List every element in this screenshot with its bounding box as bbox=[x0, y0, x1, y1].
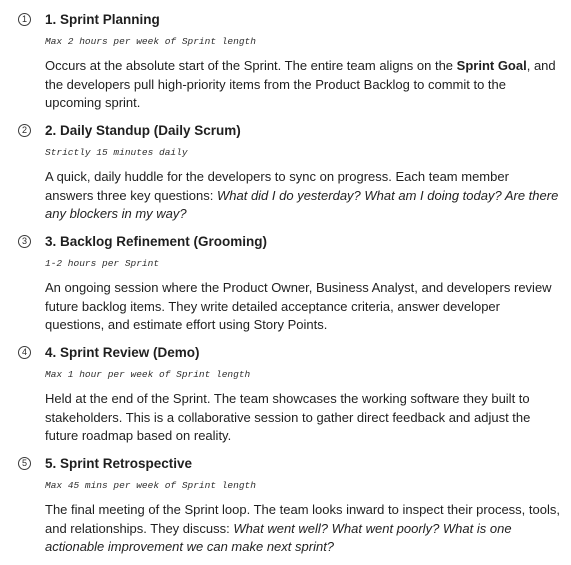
section-title: 3. Backlog Refinement (Grooming) bbox=[45, 234, 268, 249]
section-title: 1. Sprint Planning bbox=[45, 12, 160, 27]
circled-number-3-icon: 3 bbox=[18, 235, 31, 248]
section-description bbox=[45, 279, 560, 335]
section-duration: 1-2 hours per Sprint bbox=[45, 258, 160, 269]
description-text: The final meeting of the Sprint loop. The team looks inward to inspect their process, tools, and relationships. They discuss: bbox=[45, 502, 560, 536]
section-header bbox=[0, 232, 560, 252]
section-title: 4. Sprint Review (Demo) bbox=[45, 345, 200, 360]
description-text: An ongoing session where the Product Owner, Business Analyst, and developers review future backlog items. They write detailed acceptance criteria, answer developer questions, and estimate effort using Story Points. bbox=[45, 280, 552, 332]
description-questions: What went well? What went poorly? What is one actionable improvement we can make next sprint? bbox=[45, 520, 512, 554]
section-description bbox=[45, 390, 560, 446]
section-header bbox=[0, 121, 560, 141]
section-header bbox=[0, 454, 560, 474]
section-description bbox=[45, 501, 560, 557]
section-title: 2. Daily Standup (Daily Scrum) bbox=[45, 123, 241, 138]
circled-number-5-icon: 5 bbox=[18, 457, 31, 470]
section-header bbox=[0, 10, 560, 30]
description-questions: What did I do yesterday? What am I doing today? Are there any blockers in my way? bbox=[45, 187, 559, 221]
description-text: , and the developers pull high-priority items from the Product Backlog to commit to the upcoming sprint. bbox=[45, 58, 556, 110]
description-text: Held at the end of the Sprint. The team showcases the working software they built to stakeholders. This is a collaborative session to gather direct feedback and adjust the future roadmap based on reality. bbox=[45, 391, 531, 443]
section-duration: Max 45 mins per week of Sprint length bbox=[45, 480, 256, 491]
section-title: 5. Sprint Retrospective bbox=[45, 456, 193, 471]
circled-number-2-icon: 2 bbox=[18, 124, 31, 137]
circled-number-1-icon: 1 bbox=[18, 13, 31, 26]
description-emphasis: Sprint Goal bbox=[456, 58, 527, 73]
description-text: Occurs at the absolute start of the Sprint. The entire team aligns on the bbox=[45, 58, 457, 73]
section-description bbox=[45, 57, 560, 113]
description-text: A quick, daily huddle for the developers to sync on progress. Each team member answers three key questions: bbox=[45, 169, 509, 203]
section-header bbox=[0, 343, 560, 363]
section-duration: Max 2 hours per week of Sprint length bbox=[45, 36, 256, 47]
section-duration: Strictly 15 minutes daily bbox=[45, 147, 188, 158]
circled-number-4-icon: 4 bbox=[18, 346, 31, 359]
section-duration: Max 1 hour per week of Sprint length bbox=[45, 369, 251, 380]
section-description bbox=[45, 168, 560, 224]
